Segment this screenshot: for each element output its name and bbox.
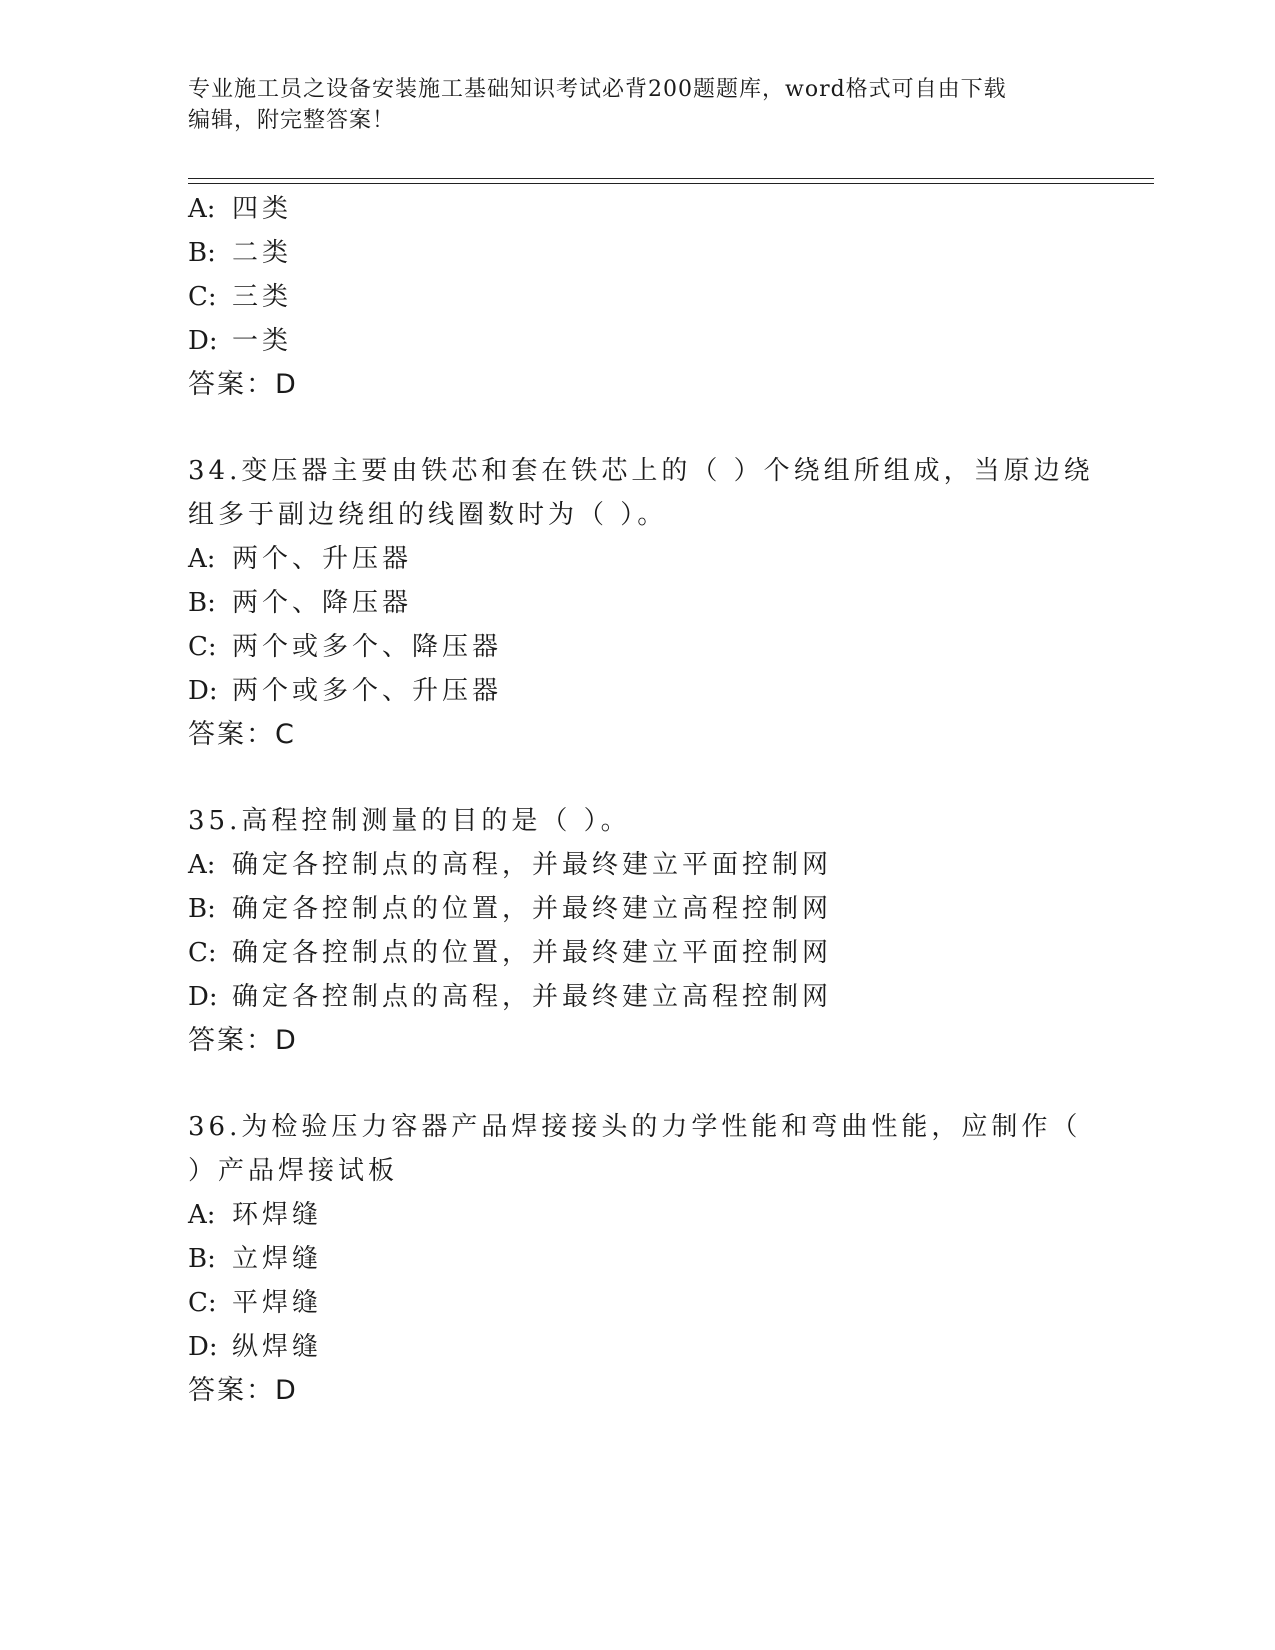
q35-option-b [188,886,832,932]
option-letter: C: [188,1288,217,1318]
q35-answer: 答案：D [188,1025,298,1056]
q34-option-b [188,580,412,626]
q33-option-a [188,186,292,232]
q36-answer: 答案：D [188,1375,298,1406]
option-letter: D: [188,676,218,706]
q33-option-d [188,318,292,364]
option-text: 两个、升压器 [232,544,413,574]
q36-stem-line-2: ）产品焊接试板 [188,1156,399,1186]
option-text: 两个或多个、降压器 [232,632,503,662]
header-line-1: 专业施工员之设备安装施工基础知识考试必背200题题库，word格式可自由下载 [188,77,1007,102]
option-letter: A: [188,194,216,224]
option-text: 确定各控制点的位置，并最终建立平面控制网 [232,938,833,968]
q34-stem-line-2: 组多于副边绕组的线圈数时为（ ）。 [188,500,668,530]
option-letter: B: [188,894,216,924]
option-letter: B: [188,588,216,618]
q34-option-d [188,668,502,714]
option-letter: D: [188,982,218,1012]
option-letter: C: [188,282,217,312]
q34-option-c [188,624,502,670]
option-letter: C: [188,632,217,662]
q36-stem-line-1: 36.为检验压力容器产品焊接接头的力学性能和弯曲性能，应制作（ [188,1112,1082,1142]
option-text: 纵焊缝 [232,1332,323,1362]
q34-answer: 答案：C [188,719,296,750]
header-divider-top [188,178,1154,179]
option-letter: B: [188,1244,216,1274]
option-letter: A: [188,1200,216,1230]
q36-option-b [188,1236,322,1282]
option-text: 确定各控制点的高程，并最终建立高程控制网 [232,982,833,1012]
header-line-2: 编辑，附完整答案！ [188,108,396,133]
document-header [188,74,1088,136]
option-text: 四类 [232,194,293,224]
option-text: 两个或多个、升压器 [232,676,503,706]
option-text: 立焊缝 [232,1244,323,1274]
option-letter: D: [188,1332,218,1362]
option-text: 二类 [232,238,293,268]
option-text: 一类 [232,326,293,356]
option-letter: A: [188,544,216,574]
q35-option-a [188,842,832,888]
option-text: 确定各控制点的位置，并最终建立高程控制网 [232,894,833,924]
header-divider-bottom [188,183,1154,184]
option-letter: A: [188,850,216,880]
q33-option-b [188,230,292,276]
option-letter: B: [188,238,216,268]
option-text: 确定各控制点的高程，并最终建立平面控制网 [232,850,833,880]
q35-option-c [188,930,832,976]
q34-stem-line-1: 34.变压器主要由铁芯和套在铁芯上的（ ）个绕组所组成，当原边绕 [188,456,1094,486]
q36-option-c [188,1280,322,1326]
option-text: 环焊缝 [232,1200,323,1230]
q36-option-d [188,1324,322,1370]
q33-option-c [188,274,292,320]
q36-option-a [188,1192,322,1238]
option-text: 两个、降压器 [232,588,413,618]
option-letter: D: [188,326,218,356]
option-text: 三类 [232,282,293,312]
q35-stem-line-1: 35.高程控制测量的目的是（ ）。 [188,806,631,836]
q33-answer: 答案：D [188,369,298,400]
option-letter: C: [188,938,217,968]
q35-option-d [188,974,832,1020]
q34-option-a [188,536,412,582]
option-text: 平焊缝 [232,1288,323,1318]
